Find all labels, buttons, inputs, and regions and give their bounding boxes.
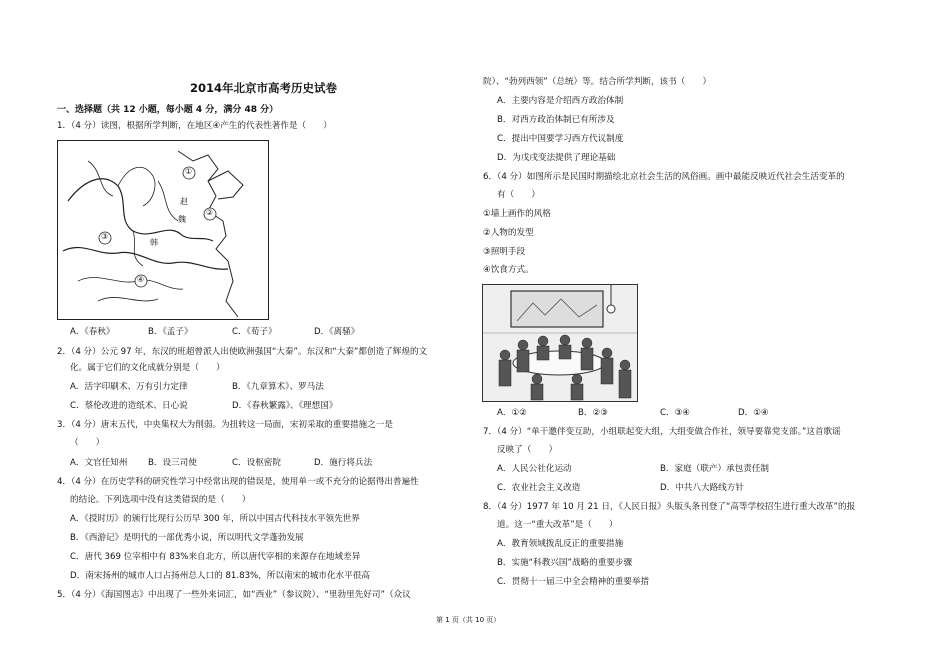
q2-option-c[interactable]: C．蔡伦改进的造纸术、日心说 (70, 401, 188, 411)
q2-option-a[interactable]: A．活字印刷术、万有引力定律 (70, 382, 188, 392)
page-title: 2014年北京市高考历史试卷 (190, 81, 338, 95)
q4-option-c[interactable]: C．唐代 369 位宰相中有 83%来自北方，所以唐代宰相的来源存在地域差异 (70, 552, 361, 562)
q1-map (57, 140, 269, 320)
q6-item-4: ④饮食方式。 (483, 265, 534, 275)
q6-item-2: ②人物的发型 (483, 228, 534, 238)
q6-stem-line2: 有（ ） (497, 190, 540, 200)
page-footer: 第 1 页（共 10 页） (436, 616, 501, 624)
q6-item-1: ①墙上画作的风格 (483, 209, 551, 219)
q8-option-a[interactable]: A．教育领域拨乱反正的重要措施 (497, 539, 624, 549)
q3-option-c[interactable]: C．设枢密院 (232, 458, 281, 468)
q8-option-c[interactable]: C．贯彻十一届三中全会精神的重要举措 (497, 577, 650, 587)
map-drawing (58, 141, 268, 319)
q6-option-b[interactable]: B．②③ (578, 408, 608, 418)
q6-item-3: ③照明手段 (483, 247, 526, 257)
q5-stem-line1: 5．（4 分）《海国图志》中出现了一些外来词汇，如“西业”（参议院）、“里勃里先好司”（众议 (57, 590, 411, 600)
q7-stem-line1: 7．（4 分）“单干邀伴变互助，小组联起变大组，大组变做合作社，领导要靠党支部。”这首歌谣 (483, 427, 841, 437)
map-label-4: ④ (137, 275, 145, 284)
q4-stem-line2: 的结论。下列选项中没有这类错误的是（ ） (70, 495, 251, 505)
painting-drawing (483, 285, 637, 401)
q1-option-b[interactable]: B．《孟子》 (148, 327, 193, 337)
q5-option-d[interactable]: D．为戊戌变法提供了理论基础 (497, 153, 616, 163)
q1-stem: 1．（4 分）读图，根据所学判断，在地区④产生的代表性著作是（ ） (57, 121, 332, 131)
map-label-1: ① (185, 167, 193, 176)
q8-stem-line2: 道。这一“重大改革”是（ ） (497, 520, 618, 530)
q4-stem-line1: 4．（4 分）在历史学科的研究性学习中经常出现的错误是，使用单一或不充分的论据得出普遍性 (57, 477, 419, 487)
q4-option-b[interactable]: B．《西游记》是明代的一部优秀小说，所以明代文学蓬勃发展 (70, 533, 304, 543)
map-label-2: ② (206, 208, 214, 217)
q2-stem-line1: 2．（4 分）公元 97 年，东汉的班超曾派人出使欧洲强国“大秦”。东汉和“大秦”都创造了辉煌的文 (57, 347, 428, 357)
q5-option-a[interactable]: A．主要内容是介绍西方政治体制 (497, 96, 624, 106)
q7-stem-line2: 反映了（ ） (497, 445, 558, 455)
q6-stem-line1: 6．（4 分）如图所示是民国时期描绘北京社会生活的风俗画。画中最能反映近代社会生活变革的 (483, 172, 845, 182)
q1-option-a[interactable]: A．《春秋》 (70, 327, 115, 337)
section-heading: 一、选择题（共 12 小题，每小题 4 分，满分 48 分） (57, 105, 279, 115)
q6-option-c[interactable]: C．③④ (660, 408, 691, 418)
q4-option-a[interactable]: A．《授时历》的颁行比现行公历早 300 年，所以中国古代科技水平领先世界 (70, 514, 360, 524)
q4-option-d[interactable]: D．南宋扬州的城市人口占扬州总人口的 81.83%，所以南宋的城市化水平很高 (70, 571, 370, 581)
q2-option-d[interactable]: D．《春秋繁露》、《理想国》 (232, 401, 338, 411)
q7-option-a[interactable]: A．人民公社化运动 (497, 464, 572, 474)
q5-stem-line2: 院）、“勃列西领”（总统）等。结合所学判断，该书（ ） (483, 77, 712, 87)
q3-option-d[interactable]: D．施行将兵法 (314, 458, 373, 468)
map-label-han: 韩 (150, 238, 158, 247)
q7-option-c[interactable]: C．农业社会主义改造 (497, 483, 581, 493)
q3-option-b[interactable]: B．设三司使 (148, 458, 197, 468)
q6-genre-painting (482, 284, 638, 402)
q3-option-a[interactable]: A．文官任知州 (70, 458, 128, 468)
map-label-zhao: 赵 (180, 197, 188, 206)
q1-option-c[interactable]: C．《荀子》 (232, 327, 277, 337)
q2-stem-line2: 化。属于它们的文化成就分别是（ ） (70, 363, 225, 373)
q6-option-a[interactable]: A．①② (497, 408, 527, 418)
q6-option-d[interactable]: D．①④ (738, 408, 769, 418)
q8-stem-line1: 8．（4 分）1977 年 10 月 21 日，《人民日报》头版头条刊登了“高等学校招生进行重大改革”的报 (483, 502, 856, 512)
q1-option-d[interactable]: D．《离骚》 (314, 327, 360, 337)
q7-option-b[interactable]: B．家庭（联产）承包责任制 (660, 464, 770, 474)
q5-option-c[interactable]: C．提出中国要学习西方代议制度 (497, 134, 624, 144)
q2-option-b[interactable]: B．《九章算术》、罗马法 (232, 382, 324, 392)
map-label-3: ③ (101, 232, 109, 241)
q5-option-b[interactable]: B．对西方政治体制已有所涉及 (497, 115, 615, 125)
q7-option-d[interactable]: D．中共八大路线方针 (660, 483, 744, 493)
q8-option-b[interactable]: B．实施“科教兴国”战略的重要步骤 (497, 558, 633, 568)
q3-stem-line2: （ ） (70, 438, 105, 448)
q3-stem-line1: 3．（4 分）唐末五代，中央集权大为削弱。为扭转这一局面，宋初采取的重要措施之一是 (57, 420, 393, 430)
map-label-wei: 魏 (178, 215, 186, 224)
